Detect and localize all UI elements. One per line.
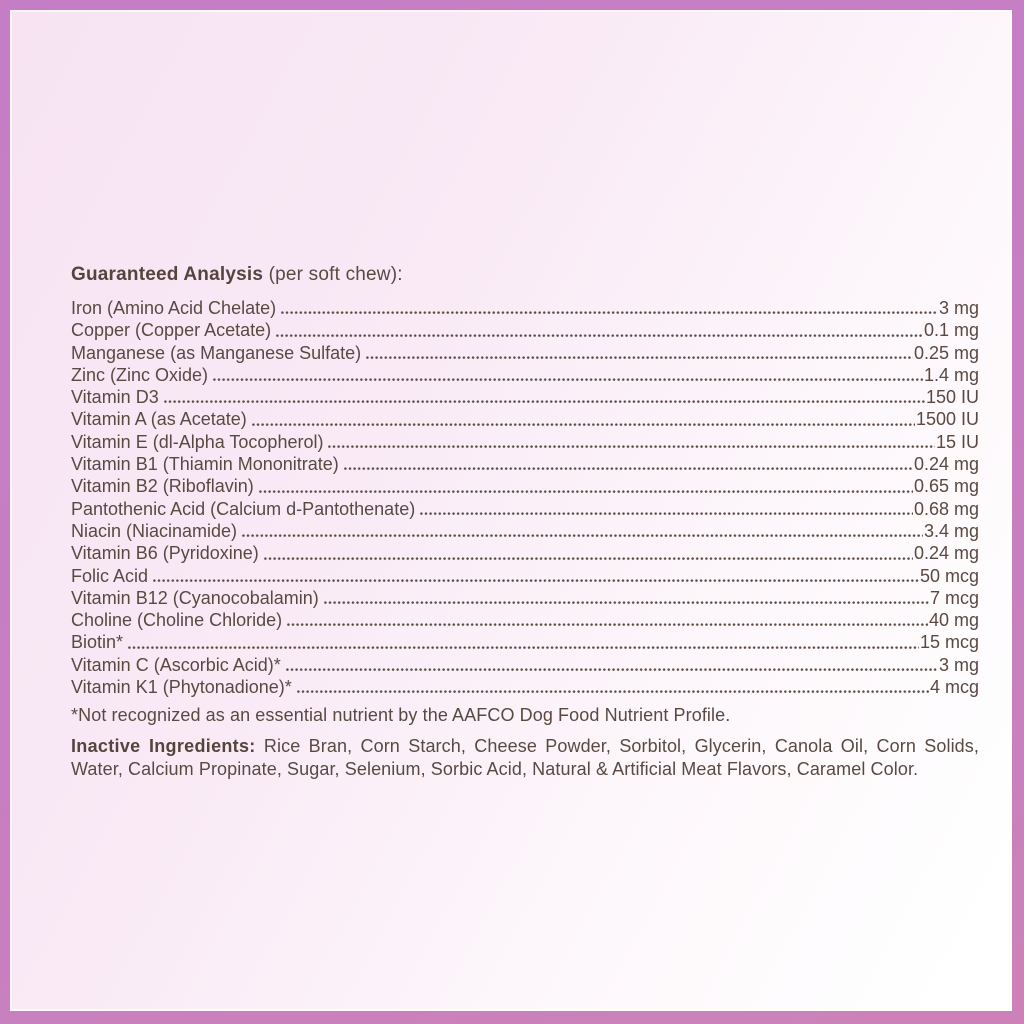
- nutrient-value: 150 IU: [925, 387, 979, 408]
- nutrient-value: 0.65 mg: [913, 476, 979, 497]
- inactive-ingredients-list: Rice Bran, Corn Starch, Cheese Powder, Sorbitol, Glycerin, Canola Oil, Corn Solids, Water, Calcium Propinate, Sugar, Selenium, Sorbic Acid, Natural & Artificial Meat Flavors, Caramel Color.: [71, 736, 979, 779]
- nutrient-name: Choline (Choline Chloride): [71, 610, 283, 631]
- analysis-row: [71, 676, 979, 698]
- nutrient-value: 50 mcg: [919, 565, 979, 586]
- nutrient-value: 3 mg: [938, 654, 979, 675]
- nutrient-name: Vitamin K1 (Phytonadione)*: [71, 677, 292, 698]
- dot-leader: [264, 557, 913, 561]
- nutrient-name: Manganese (as Manganese Sulfate): [71, 342, 362, 363]
- dot-leader: [366, 356, 913, 360]
- analysis-row: [71, 631, 979, 653]
- nutrient-name: Vitamin A (as Acetate): [71, 409, 247, 430]
- nutrient-value: 7 mcg: [929, 587, 979, 608]
- dot-leader: [128, 646, 919, 650]
- analysis-row: [71, 654, 979, 676]
- nutrient-name: Vitamin C (Ascorbic Acid)*: [71, 654, 281, 675]
- analysis-row: [71, 342, 979, 364]
- nutrient-name: Vitamin D3: [71, 387, 159, 408]
- nutrient-name: Vitamin B6 (Pyridoxine): [71, 543, 259, 564]
- section-title-qualifier: (per soft chew):: [263, 264, 403, 285]
- nutrient-name: Vitamin B1 (Thiamin Mononitrate): [71, 454, 339, 475]
- nutrient-name: Vitamin B2 (Riboflavin): [71, 476, 254, 497]
- analysis-row: [71, 565, 979, 587]
- nutrient-value: 0.24 mg: [913, 454, 979, 475]
- dot-leader: [287, 623, 928, 627]
- nutrient-value: 1500 IU: [915, 409, 979, 430]
- nutrient-value: 15 IU: [935, 431, 979, 452]
- nutrient-name: Vitamin E (dl-Alpha Tocopherol): [71, 431, 324, 452]
- nutrient-value: 4 mcg: [929, 677, 979, 698]
- nutrient-value: 1.4 mg: [923, 364, 979, 385]
- dot-leader: [324, 601, 929, 605]
- nutrient-name: Vitamin B12 (Cyanocobalamin): [71, 587, 319, 608]
- dot-leader: [259, 490, 913, 494]
- analysis-row: [71, 542, 979, 564]
- nutrient-name: Copper (Copper Acetate): [71, 320, 272, 341]
- dot-leader: [286, 668, 938, 672]
- analysis-row: [71, 520, 979, 542]
- section-title: [71, 262, 979, 288]
- analysis-row: [71, 609, 979, 631]
- analysis-row: [71, 297, 979, 319]
- analysis-row: [71, 319, 979, 341]
- nutrient-name: Iron (Amino Acid Chelate): [71, 298, 277, 318]
- nutrient-table: [71, 297, 979, 698]
- analysis-row: [71, 431, 979, 453]
- inactive-ingredients-label: Inactive Ingredients:: [71, 736, 256, 757]
- nutrient-name: Biotin*: [71, 632, 124, 653]
- analysis-row: [71, 453, 979, 475]
- dot-leader: [297, 690, 929, 694]
- dot-leader: [281, 311, 938, 315]
- nutrient-value: 3 mg: [938, 298, 979, 318]
- nutrient-value: 15 mcg: [919, 632, 979, 653]
- nutrient-name: Folic Acid: [71, 565, 149, 586]
- analysis-row: [71, 408, 979, 430]
- analysis-row: [71, 587, 979, 609]
- guaranteed-analysis-section: [71, 262, 979, 781]
- dot-leader: [252, 423, 915, 427]
- analysis-row: [71, 386, 979, 408]
- aafco-footnote: *Not recognized as an essential nutrient by the AAFCO Dog Food Nutrient Profile.: [71, 705, 731, 726]
- nutrient-value: 0.68 mg: [913, 498, 979, 519]
- dot-leader: [344, 467, 913, 471]
- dot-leader: [276, 334, 923, 338]
- dot-leader: [420, 512, 913, 516]
- dot-leader: [328, 445, 935, 449]
- nutrient-value: 0.24 mg: [913, 543, 979, 564]
- dot-leader: [242, 534, 923, 538]
- label-background: [10, 10, 1012, 1011]
- nutrient-name: Niacin (Niacinamide): [71, 520, 238, 541]
- dot-leader: [164, 400, 925, 404]
- nutrient-name: Zinc (Zinc Oxide): [71, 364, 209, 385]
- analysis-row: [71, 498, 979, 520]
- dot-leader: [213, 378, 923, 382]
- dot-leader: [153, 579, 919, 583]
- analysis-row: [71, 475, 979, 497]
- section-title-bold: Guaranteed Analysis: [71, 264, 264, 285]
- inactive-ingredients: [71, 735, 979, 780]
- analysis-row: [71, 364, 979, 386]
- nutrient-name: Pantothenic Acid (Calcium d-Pantothenate): [71, 498, 416, 519]
- nutrient-value: 0.25 mg: [913, 342, 979, 363]
- nutrient-value: 3.4 mg: [923, 520, 979, 541]
- nutrient-value: 0.1 mg: [923, 320, 979, 341]
- nutrient-value: 40 mg: [928, 610, 979, 631]
